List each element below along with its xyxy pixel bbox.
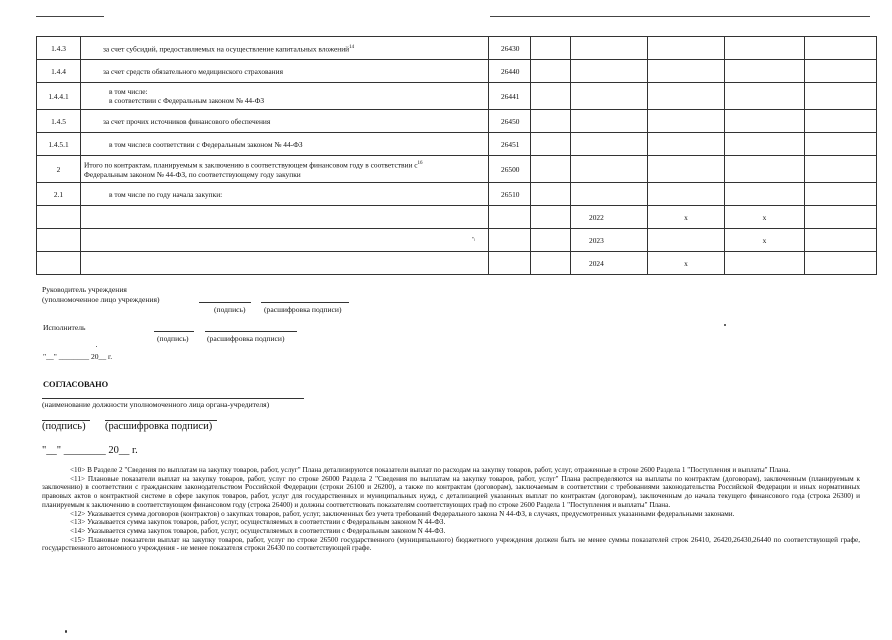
- year-cell: [571, 37, 648, 60]
- year-cell: [571, 83, 648, 110]
- footnote-15: <15> Плановые показатели выплат на закупку товаров, работ, услуг по строке 26500 государственного (муниципального) бюджетного учреждения должен быть не менее суммы показателей строк 26410, 26420,26430,26440 по соответствующей графе, государственного автономного учреждения - не менее показателя строки 26430 по соответствующей графе.: [42, 535, 860, 553]
- value-cell: [648, 229, 725, 252]
- table-row: [37, 183, 877, 206]
- row-name-cont: в соответствии с Федеральным законом № 44-ФЗ: [109, 96, 265, 105]
- empty-cell: [531, 183, 571, 206]
- empty-cell: [805, 133, 877, 156]
- value-cell: [648, 183, 725, 206]
- table-row: [37, 37, 877, 60]
- table-row: [37, 156, 877, 183]
- row-name-cell: [81, 60, 489, 83]
- row-name-cell: [81, 252, 489, 275]
- empty-cell: [805, 110, 877, 133]
- year-cell: [571, 60, 648, 83]
- head-decoding-caption: (расшифровка подписи): [264, 305, 342, 314]
- table-row: [37, 252, 877, 275]
- row-code: 26450: [489, 110, 531, 133]
- row-number: 1.4.4.1: [37, 83, 81, 110]
- table-row: [37, 60, 877, 83]
- empty-cell: [531, 37, 571, 60]
- table-row: [37, 229, 877, 252]
- footnote-13: <13> Указывается сумма закупок товаров, работ, услуг, осуществляемых в соответствии с Федеральным законом N 44-ФЗ.: [70, 518, 446, 527]
- empty-cell: [531, 252, 571, 275]
- executor-label: Исполнитель: [43, 323, 86, 332]
- row-name-cell: [81, 133, 489, 156]
- row-name: за счет прочих источников финансового обеспечения: [103, 116, 271, 126]
- value-cell: [725, 133, 805, 156]
- row-code: 26500: [489, 156, 531, 183]
- row-number: 2: [37, 156, 81, 183]
- empty-cell: [805, 83, 877, 110]
- empty-cell: [805, 252, 877, 275]
- value-cell: [725, 156, 805, 183]
- agreed-date-line: "__" ________ 20__ г.: [42, 445, 138, 456]
- footnote-ref: 16: [417, 161, 423, 167]
- value-cell: x: [648, 206, 725, 229]
- table-row: [37, 206, 877, 229]
- row-name-cell: [81, 110, 489, 133]
- value-cell: [725, 110, 805, 133]
- row-number: 1.4.4: [37, 60, 81, 83]
- row-number: 1.4.3: [37, 37, 81, 60]
- footnote-11: <11> Плановые показатели выплат на закупку товаров, работ, услуг по строке 26000 Раздела 2 "Сведения по выплатам на закупку товаров, работ, услуг" Плана распределяются на выплаты по контрактам (договорам), заключенным (планируемым к заключению) в соответствии с гражданским законодательством Российской Федерации (строки 26100 и 26200), а также по контрактам (договорам), заключаемым в соответствии с требованиями законодательства Российской Федерации и иных нормативных правовых актов о контрактной системе в сфере закупок товаров, работ, услуг для государственных и муниципальных нужд, с детализацией указанных выплат по контрактам (договорам), заключенным до начала текущего финансового года (строка 26300) и планируемым к заключению в соответствующем финансовом году (строка 26400) и должны соответствовать показателям соответствующих граф по строке 2600 Раздела 1 "Поступления и выплаты" Плана.: [42, 474, 860, 509]
- value-cell: [725, 83, 805, 110]
- empty-cell: [805, 229, 877, 252]
- row-name: за счет субсидий, предоставляемых на осуществление капитальных вложений: [103, 44, 350, 54]
- value-cell: [725, 183, 805, 206]
- agreed-decoding-caption: (расшифровка подписи): [105, 421, 213, 432]
- table-row: [37, 83, 877, 110]
- value-cell: x: [725, 229, 805, 252]
- value-cell: [648, 110, 725, 133]
- row-code: 26430: [489, 37, 531, 60]
- row-name: за счет средств обязательного медицинского страхования: [103, 66, 283, 76]
- row-name: в том числе:: [109, 87, 148, 96]
- value-cell: [648, 133, 725, 156]
- value-cell: [725, 60, 805, 83]
- head-decoding-line: [261, 302, 349, 303]
- value-cell: [725, 37, 805, 60]
- row-code: [489, 229, 531, 252]
- value-cell: [648, 156, 725, 183]
- row-number: 1.4.5.1: [37, 133, 81, 156]
- empty-cell: [531, 83, 571, 110]
- row-number: [37, 206, 81, 229]
- year-cell: [571, 110, 648, 133]
- empty-cell: [531, 229, 571, 252]
- empty-cell: [805, 37, 877, 60]
- row-number: 2.1: [37, 183, 81, 206]
- row-number: [37, 252, 81, 275]
- top-rule-right: [490, 16, 870, 17]
- empty-cell: [805, 60, 877, 83]
- row-code: 26441: [489, 83, 531, 110]
- empty-cell: [805, 206, 877, 229]
- empty-cell: [805, 183, 877, 206]
- row-code: 26510: [489, 183, 531, 206]
- date-line: "__" ________ 20__ г.: [43, 352, 113, 361]
- row-code: 26440: [489, 60, 531, 83]
- year-cell: 2022: [571, 206, 648, 229]
- executor-signature-line: [154, 331, 194, 332]
- empty-cell: [531, 206, 571, 229]
- executor-signature-caption: (подпись): [157, 334, 189, 343]
- scan-speck: [724, 324, 726, 326]
- empty-cell: [531, 133, 571, 156]
- top-rule-left: [36, 16, 104, 17]
- table-row: [37, 110, 877, 133]
- row-name-cell: [81, 206, 489, 229]
- footnote-12: <12> Указывается сумма договоров (контрактов) о закупках товаров, работ, услуг, заключенных без учета требований Федерального закона N 44-ФЗ, в случаях, предусмотренных указанными федеральными законами.: [70, 509, 735, 518]
- value-cell: [648, 60, 725, 83]
- head-signature-caption: (подпись): [214, 305, 246, 314]
- footnote-10: <10> В Разделе 2 "Сведения по выплатам на закупку товаров, работ, услуг" Плана детализируются показатели выплат по расходам на закупку товаров, работ, услуг, отраженные в строке 2600 Раздела 1 "Поступления и выплаты" Плана.: [70, 466, 791, 474]
- scan-mark: '\: [472, 236, 475, 243]
- row-name: в том числе по году начала закупки:: [109, 189, 223, 199]
- row-name-cell: [81, 83, 489, 110]
- table-row: [37, 133, 877, 156]
- head-label: Руководитель учреждения: [42, 285, 127, 294]
- agreed-position-caption: (наименование должности уполномоченного лица органа-учредителя): [42, 400, 270, 409]
- value-cell: [725, 252, 805, 275]
- year-cell: [571, 156, 648, 183]
- payments-table: [36, 36, 877, 275]
- row-code: 26451: [489, 133, 531, 156]
- agreed-title: СОГЛАСОВАНО: [43, 380, 109, 389]
- year-cell: 2024: [571, 252, 648, 275]
- empty-cell: [805, 156, 877, 183]
- row-name-cell: [81, 229, 489, 252]
- footnote-14: <14> Указывается сумма закупок товаров, работ, услуг, осуществляемых в соответствии с Федеральным законом N 44-ФЗ.: [70, 526, 446, 535]
- value-cell: x: [648, 252, 725, 275]
- empty-cell: [531, 156, 571, 183]
- year-cell: [571, 133, 648, 156]
- row-name: в том числе:в соответствии с Федеральным законом № 44-ФЗ: [109, 139, 303, 149]
- row-name-cell: [81, 37, 489, 60]
- agreed-position-line: [42, 398, 304, 399]
- scan-speck: [96, 346, 97, 347]
- row-number: 1.4.5: [37, 110, 81, 133]
- empty-cell: [531, 110, 571, 133]
- head-signature-line: [199, 302, 251, 303]
- row-name-cell: [81, 156, 489, 183]
- executor-decoding-line: [205, 331, 297, 332]
- value-cell: x: [725, 206, 805, 229]
- scan-speck: [65, 630, 67, 633]
- footnote-ref: 14: [349, 44, 355, 50]
- agreed-signature-caption: (подпись): [42, 421, 86, 432]
- row-name: Итого по контрактам, планируемым к заключению в соответствующем финансовом году в соответствии с: [84, 160, 418, 170]
- value-cell: [648, 37, 725, 60]
- head-label-sub: (уполномоченное лицо учреждения): [42, 295, 160, 304]
- footnotes: [42, 466, 860, 553]
- row-name-cont: Федеральным законом № 44-ФЗ, по соответствующему году закупки: [84, 169, 301, 179]
- row-name-cell: [81, 183, 489, 206]
- empty-cell: [531, 60, 571, 83]
- year-cell: 2023: [571, 229, 648, 252]
- year-cell: [571, 183, 648, 206]
- value-cell: [648, 83, 725, 110]
- row-code: [489, 252, 531, 275]
- executor-decoding-caption: (расшифровка подписи): [207, 334, 285, 343]
- row-number: [37, 229, 81, 252]
- row-code: [489, 206, 531, 229]
